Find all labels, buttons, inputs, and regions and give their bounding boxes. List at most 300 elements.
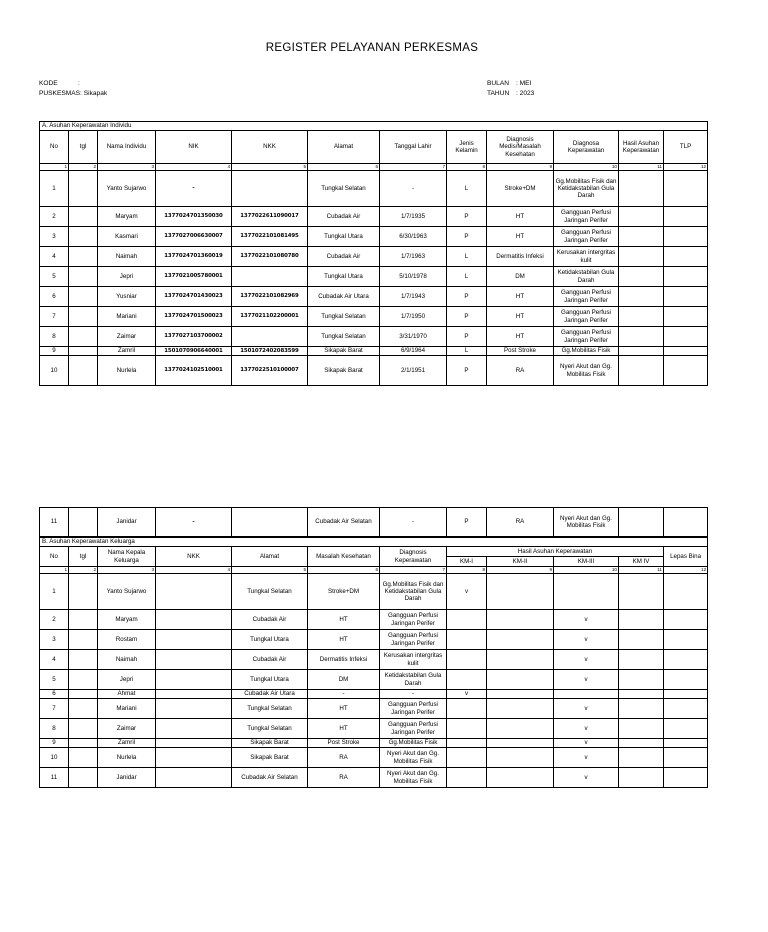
row-hasil-asuhan <box>619 227 664 247</box>
row-km-2 <box>487 768 554 788</box>
row-km-1: v <box>447 690 487 699</box>
row-no: 1 <box>40 171 69 207</box>
row-no: 11 <box>40 508 69 537</box>
row-jenis-kelamin: P <box>447 227 487 247</box>
row-tgl <box>69 287 98 307</box>
row-no: 4 <box>40 650 69 670</box>
header-km-1: KM-I <box>447 557 487 567</box>
row-nama-kepala-keluarga: Maryam <box>98 610 156 630</box>
row-diagnosis-medis: HT <box>487 227 554 247</box>
row-no: 6 <box>40 287 69 307</box>
row-no: 8 <box>40 719 69 739</box>
row-alamat: Sikapak Barat <box>232 748 308 768</box>
row-diagnosa-keperawatan: Kerusakan intergritas kulit <box>554 247 619 267</box>
row-nama: Zaimar <box>98 327 156 347</box>
row-km-3: v <box>554 719 619 739</box>
header-tgl: tgl <box>69 547 98 567</box>
row-nkk <box>232 171 308 207</box>
row-alamat: Tungkal Selatan <box>308 171 380 207</box>
row-nkk <box>156 650 232 670</box>
row-alamat: Cubadak Air <box>232 650 308 670</box>
row-tlp <box>664 171 708 207</box>
row-km-3: v <box>554 768 619 788</box>
header-jenis-kelamin: Jenis Kelamin <box>447 131 487 164</box>
row-km-3: v <box>554 670 619 690</box>
table-row <box>40 356 708 386</box>
column-number: 2 <box>69 567 98 574</box>
column-number: 10 <box>554 567 619 574</box>
section-b-title: B. Asuhan Keperawatan Keluarga <box>40 538 708 547</box>
row-jenis-kelamin: L <box>447 267 487 287</box>
section-a-title: A. Asuhan Keperawatan Individu <box>40 122 708 131</box>
row-alamat: Tungkal Utara <box>308 267 380 287</box>
header-alamat: Alamat <box>308 131 380 164</box>
header-hasil-asuhan: Hasil Asuhan Keperawatan <box>447 547 664 557</box>
row-alamat: Tungkal Selatan <box>308 327 380 347</box>
row-km-4 <box>619 690 664 699</box>
header-nik: NIK <box>156 131 232 164</box>
row-tgl <box>69 719 98 739</box>
row-hasil-asuhan <box>619 287 664 307</box>
row-nama: Janidar <box>98 508 156 537</box>
row-nama-kepala-keluarga: Yanto Sujarwo <box>98 574 156 610</box>
row-nkk <box>156 574 232 610</box>
row-nik: 1377024701350030 <box>156 207 232 227</box>
row-tgl <box>69 630 98 650</box>
column-number: 9 <box>487 567 554 574</box>
row-nama: Yusniar <box>98 287 156 307</box>
table-row <box>40 690 708 699</box>
row-km-2 <box>487 610 554 630</box>
column-number: 6 <box>308 164 380 171</box>
row-alamat: Sikapak Barat <box>308 356 380 386</box>
row-nama-kepala-keluarga: Zamril <box>98 739 156 748</box>
row-nkk: 1377022611090017 <box>232 207 308 227</box>
family-care-table <box>39 537 708 788</box>
row-tanggal-lahir: 5/10/1978 <box>380 267 447 287</box>
row-nkk: 1501072402083599 <box>232 347 308 356</box>
row-diagnosis-medis: HT <box>487 307 554 327</box>
row-nama: Zamril <box>98 347 156 356</box>
row-nkk <box>156 719 232 739</box>
row-km-4 <box>619 670 664 690</box>
row-diagnosa-keperawatan: Ketidakstabilan Gula Darah <box>554 267 619 287</box>
header-diagnosis-keperawatan: Diagnosis Keperawatan <box>380 547 447 567</box>
row-tgl <box>69 748 98 768</box>
row-tgl <box>69 207 98 227</box>
row-nkk <box>232 327 308 347</box>
row-tgl <box>69 227 98 247</box>
row-nama-kepala-keluarga: Rostam <box>98 630 156 650</box>
column-number: 11 <box>619 164 664 171</box>
column-number: 12 <box>664 567 708 574</box>
table-row <box>40 630 708 650</box>
row-masalah-kesehatan: HT <box>308 719 380 739</box>
table-row <box>40 207 708 227</box>
row-km-1 <box>447 670 487 690</box>
row-nkk <box>156 630 232 650</box>
row-tlp <box>664 227 708 247</box>
row-diagnosis-keperawatan: - <box>380 690 447 699</box>
row-alamat: Tungkal Utara <box>308 227 380 247</box>
row-tanggal-lahir: - <box>380 508 447 537</box>
row-km-3: v <box>554 610 619 630</box>
bulan-value: : MEI <box>516 80 532 87</box>
row-km-2 <box>487 739 554 748</box>
row-tgl <box>69 267 98 287</box>
row-km-4 <box>619 630 664 650</box>
row-alamat: Cubadak Air Selatan <box>232 768 308 788</box>
row-km-2 <box>487 574 554 610</box>
column-number: 5 <box>232 567 308 574</box>
row-lepas-bina <box>664 630 708 650</box>
row-diagnosa-keperawatan: Nyeri Akut dan Gg. Mobilitas Fisik <box>554 356 619 386</box>
row-hasil-asuhan <box>619 171 664 207</box>
header-alamat: Alamat <box>232 547 308 567</box>
row-alamat: Cubadak Air Selatan <box>308 508 380 537</box>
row-tgl <box>69 356 98 386</box>
column-number: 2 <box>69 164 98 171</box>
page-break-gap <box>39 396 707 506</box>
row-lepas-bina <box>664 690 708 699</box>
column-number: 1 <box>40 164 69 171</box>
row-jenis-kelamin: P <box>447 207 487 227</box>
column-number: 3 <box>98 164 156 171</box>
row-nama: Naimah <box>98 247 156 267</box>
row-nkk <box>156 670 232 690</box>
column-number: 4 <box>156 164 232 171</box>
tahun-label: TAHUN <box>487 90 510 97</box>
row-no: 5 <box>40 670 69 690</box>
table-row <box>40 739 708 748</box>
table-row <box>40 610 708 630</box>
row-nkk <box>156 610 232 630</box>
row-no: 5 <box>40 267 69 287</box>
row-masalah-kesehatan: - <box>308 690 380 699</box>
row-tlp <box>664 247 708 267</box>
row-diagnosis-keperawatan: Gangguan Perfusi Jaringan Perifer <box>380 719 447 739</box>
row-no: 10 <box>40 356 69 386</box>
row-tlp <box>664 307 708 327</box>
header-km-2: KM-II <box>487 557 554 567</box>
row-nkk <box>156 768 232 788</box>
row-nkk <box>156 699 232 719</box>
row-diagnosis-keperawatan: Ketidakstabilan Gula Darah <box>380 670 447 690</box>
row-tanggal-lahir: 6/30/1963 <box>380 227 447 247</box>
row-nkk: 1377022510100007 <box>232 356 308 386</box>
row-hasil-asuhan <box>619 307 664 327</box>
row-tlp <box>664 347 708 356</box>
row-masalah-kesehatan: DM <box>308 670 380 690</box>
row-diagnosa-keperawatan: Gangguan Perfusi Jaringan Perifer <box>554 287 619 307</box>
row-nkk: 1377022101082969 <box>232 287 308 307</box>
row-km-4 <box>619 768 664 788</box>
row-km-4 <box>619 650 664 670</box>
row-diagnosis-medis: Stroke+DM <box>487 171 554 207</box>
row-diagnosis-medis: HT <box>487 327 554 347</box>
row-tgl <box>69 171 98 207</box>
column-number: 10 <box>554 164 619 171</box>
row-alamat: Tungkal Utara <box>232 670 308 690</box>
table-row <box>40 307 708 327</box>
column-number: 8 <box>447 567 487 574</box>
puskesmas-label: PUSKESMAS: Sikapak <box>39 90 108 97</box>
row-nik: 1377021005780001 <box>156 267 232 287</box>
column-number: 7 <box>380 567 447 574</box>
row-masalah-kesehatan: HT <box>308 610 380 630</box>
row-km-3: v <box>554 650 619 670</box>
row-lepas-bina <box>664 670 708 690</box>
row-tgl <box>69 690 98 699</box>
row-km-1 <box>447 699 487 719</box>
row-no: 9 <box>40 347 69 356</box>
header-tanggal-lahir: Tanggal Lahir <box>380 131 447 164</box>
kode-separator: : <box>78 80 80 87</box>
row-alamat: Cubadak Air <box>308 247 380 267</box>
row-alamat: Cubadak Air <box>308 207 380 227</box>
row-no: 9 <box>40 739 69 748</box>
table-row <box>40 699 708 719</box>
table-row <box>40 768 708 788</box>
row-nkk <box>232 267 308 287</box>
row-jenis-kelamin: P <box>447 327 487 347</box>
header-diagnosis-medis: Diagnosis Medis/Masalah Kesehatan <box>487 131 554 164</box>
header-nkk: NKK <box>156 547 232 567</box>
row-km-2 <box>487 748 554 768</box>
row-hasil-asuhan <box>619 267 664 287</box>
row-nama-kepala-keluarga: Nurlela <box>98 748 156 768</box>
row-km-2 <box>487 719 554 739</box>
row-jenis-kelamin: P <box>447 287 487 307</box>
row-tlp <box>664 327 708 347</box>
row-km-4 <box>619 748 664 768</box>
row-nik: 1377024701430023 <box>156 287 232 307</box>
table-row <box>40 227 708 247</box>
row-nik: 1377027103700002 <box>156 327 232 347</box>
row-diagnosa-keperawatan: Gg.Mobilitas Fisik <box>554 347 619 356</box>
row-diagnosis-keperawatan: Nyeri Akut dan Gg. Mobilitas Fisik <box>380 768 447 788</box>
table-row <box>40 748 708 768</box>
row-nama-kepala-keluarga: Janidar <box>98 768 156 788</box>
row-diagnosis-keperawatan: Gangguan Perfusi Jaringan Perifer <box>380 610 447 630</box>
row-lepas-bina <box>664 699 708 719</box>
column-number: 3 <box>98 567 156 574</box>
header-tlp: TLP <box>664 131 708 164</box>
row-km-4 <box>619 610 664 630</box>
column-number: 5 <box>232 164 308 171</box>
row-km-1 <box>447 630 487 650</box>
row-km-1 <box>447 650 487 670</box>
row-no: 3 <box>40 630 69 650</box>
table-row <box>40 247 708 267</box>
row-alamat: Sikapak Barat <box>308 347 380 356</box>
row-lepas-bina <box>664 650 708 670</box>
row-tlp <box>664 508 708 537</box>
row-nama-kepala-keluarga: Mariani <box>98 699 156 719</box>
row-diagnosis-keperawatan: Kerusakan intergritas kulit <box>380 650 447 670</box>
row-tgl <box>69 699 98 719</box>
header-nama-individu: Nama Individu <box>98 131 156 164</box>
table-row <box>40 650 708 670</box>
row-nik: 1377024701500023 <box>156 307 232 327</box>
row-alamat: Tungkal Selatan <box>232 574 308 610</box>
row-masalah-kesehatan: HT <box>308 630 380 650</box>
row-nama: Jepri <box>98 267 156 287</box>
row-km-2 <box>487 699 554 719</box>
row-tanggal-lahir: 1/7/1943 <box>380 287 447 307</box>
row-nik: 1377024701360019 <box>156 247 232 267</box>
row-km-3: v <box>554 739 619 748</box>
row-tgl <box>69 307 98 327</box>
table-row <box>40 267 708 287</box>
header-masalah-kesehatan: Masalah Kesehatan <box>308 547 380 567</box>
row-hasil-asuhan <box>619 247 664 267</box>
row-hasil-asuhan <box>619 508 664 537</box>
row-km-1 <box>447 739 487 748</box>
row-diagnosis-medis: RA <box>487 508 554 537</box>
row-km-1 <box>447 748 487 768</box>
row-nama-kepala-keluarga: Naimah <box>98 650 156 670</box>
row-alamat: Sikapak Barat <box>232 739 308 748</box>
row-alamat: Cubadak Air <box>232 610 308 630</box>
row-tgl <box>69 670 98 690</box>
table-row <box>40 574 708 610</box>
row-km-4 <box>619 739 664 748</box>
row-km-1: v <box>447 574 487 610</box>
header-no: No <box>40 547 69 567</box>
row-nama-kepala-keluarga: Jepri <box>98 670 156 690</box>
row-nik: 1377024102510001 <box>156 356 232 386</box>
tahun-value: : 2023 <box>516 90 535 97</box>
row-diagnosis-keperawatan: Gangguan Perfusi Jaringan Perifer <box>380 630 447 650</box>
row-diagnosis-medis: HT <box>487 287 554 307</box>
row-masalah-kesehatan: Stroke+DM <box>308 574 380 610</box>
row-no: 7 <box>40 699 69 719</box>
row-tgl <box>69 247 98 267</box>
row-km-2 <box>487 650 554 670</box>
row-no: 4 <box>40 247 69 267</box>
row-diagnosis-medis: Post Stroke <box>487 347 554 356</box>
row-tgl <box>69 574 98 610</box>
row-km-4 <box>619 699 664 719</box>
row-alamat: Tungkal Utara <box>232 630 308 650</box>
row-masalah-kesehatan: RA <box>308 748 380 768</box>
row-km-3: v <box>554 630 619 650</box>
header-diagnosa-keperawatan: Diagnosa Keperawatan <box>554 131 619 164</box>
row-lepas-bina <box>664 610 708 630</box>
row-nkk <box>156 690 232 699</box>
row-tlp <box>664 287 708 307</box>
row-tgl <box>69 650 98 670</box>
table-row <box>40 347 708 356</box>
row-tanggal-lahir: 6/9/1964 <box>380 347 447 356</box>
page-title: REGISTER PELAYANAN PERKESMAS <box>265 42 479 54</box>
row-nkk: 1377022101081495 <box>232 227 308 247</box>
column-number: 9 <box>487 164 554 171</box>
row-nkk <box>232 508 308 537</box>
row-km-1 <box>447 768 487 788</box>
row-nama: Yanto Sujarwo <box>98 171 156 207</box>
row-no: 11 <box>40 768 69 788</box>
header-nama-kepala-keluarga: Nama Kepala Keluarga <box>98 547 156 567</box>
row-alamat: Tungkal Selatan <box>308 307 380 327</box>
row-diagnosis-medis: RA <box>487 356 554 386</box>
row-diagnosa-keperawatan: Gangguan Perfusi Jaringan Perifer <box>554 207 619 227</box>
row-km-3: v <box>554 699 619 719</box>
row-no: 10 <box>40 748 69 768</box>
row-hasil-asuhan <box>619 347 664 356</box>
column-number: 4 <box>156 567 232 574</box>
row-jenis-kelamin: L <box>447 247 487 267</box>
row-lepas-bina <box>664 719 708 739</box>
row-diagnosa-keperawatan: Gangguan Perfusi Jaringan Perifer <box>554 227 619 247</box>
table-row <box>40 327 708 347</box>
row-no: 8 <box>40 327 69 347</box>
row-alamat: Tungkal Selatan <box>232 719 308 739</box>
table-row <box>40 670 708 690</box>
column-number: 1 <box>40 567 69 574</box>
row-nama: Kasmari <box>98 227 156 247</box>
row-jenis-kelamin: P <box>447 307 487 327</box>
row-no: 2 <box>40 610 69 630</box>
row-hasil-asuhan <box>619 327 664 347</box>
row-no: 1 <box>40 574 69 610</box>
row-diagnosis-keperawatan: Gangguan Perfusi Jaringan Perifer <box>380 699 447 719</box>
row-nkk <box>156 739 232 748</box>
row-nama: Maryam <box>98 207 156 227</box>
row-nkk: 1377021102200001 <box>232 307 308 327</box>
row-diagnosa-keperawatan: Gg.Mobilitas Fisik dan Ketidakstabilan Gula Darah <box>554 171 619 207</box>
column-number: 11 <box>619 567 664 574</box>
row-masalah-kesehatan: RA <box>308 768 380 788</box>
row-alamat: Tungkal Selatan <box>232 699 308 719</box>
row-tanggal-lahir: 1/7/1963 <box>380 247 447 267</box>
row-jenis-kelamin: L <box>447 347 487 356</box>
row-nama: Nurlela <box>98 356 156 386</box>
row-tanggal-lahir: 3/31/1970 <box>380 327 447 347</box>
row-masalah-kesehatan: Post Stroke <box>308 739 380 748</box>
row-lepas-bina <box>664 748 708 768</box>
row-nik: - <box>156 171 232 207</box>
row-lepas-bina <box>664 739 708 748</box>
row-km-3: v <box>554 748 619 768</box>
row-diagnosis-keperawatan: Gg.Mobilitas Fisik <box>380 739 447 748</box>
row-tgl <box>69 327 98 347</box>
row-km-4 <box>619 719 664 739</box>
row-diagnosis-medis: HT <box>487 207 554 227</box>
row-tanggal-lahir: 2/1/1951 <box>380 356 447 386</box>
header-km-3: KM-III <box>554 557 619 567</box>
row-nama: Mariani <box>98 307 156 327</box>
row-diagnosis-medis: Dermatitis Infeksi <box>487 247 554 267</box>
table-row <box>40 719 708 739</box>
table-row <box>40 171 708 207</box>
row-jenis-kelamin: P <box>447 356 487 386</box>
row-diagnosis-keperawatan: Gg.Mobilitas Fisik dan Ketidakstabilan Gula Darah <box>380 574 447 610</box>
row-km-3 <box>554 690 619 699</box>
row-km-2 <box>487 670 554 690</box>
row-no: 6 <box>40 690 69 699</box>
header-hasil-asuhan: Hasil Asuhan Keperawatan <box>619 131 664 164</box>
column-number: 12 <box>664 164 708 171</box>
row-nama-kepala-keluarga: Ahmat <box>98 690 156 699</box>
row-alamat: Cubadak Air Utara <box>308 287 380 307</box>
row-diagnosis-medis: DM <box>487 267 554 287</box>
row-masalah-kesehatan: Dermatitis Infeksi <box>308 650 380 670</box>
row-nik: - <box>156 508 232 537</box>
column-number: 7 <box>380 164 447 171</box>
row-masalah-kesehatan: HT <box>308 699 380 719</box>
